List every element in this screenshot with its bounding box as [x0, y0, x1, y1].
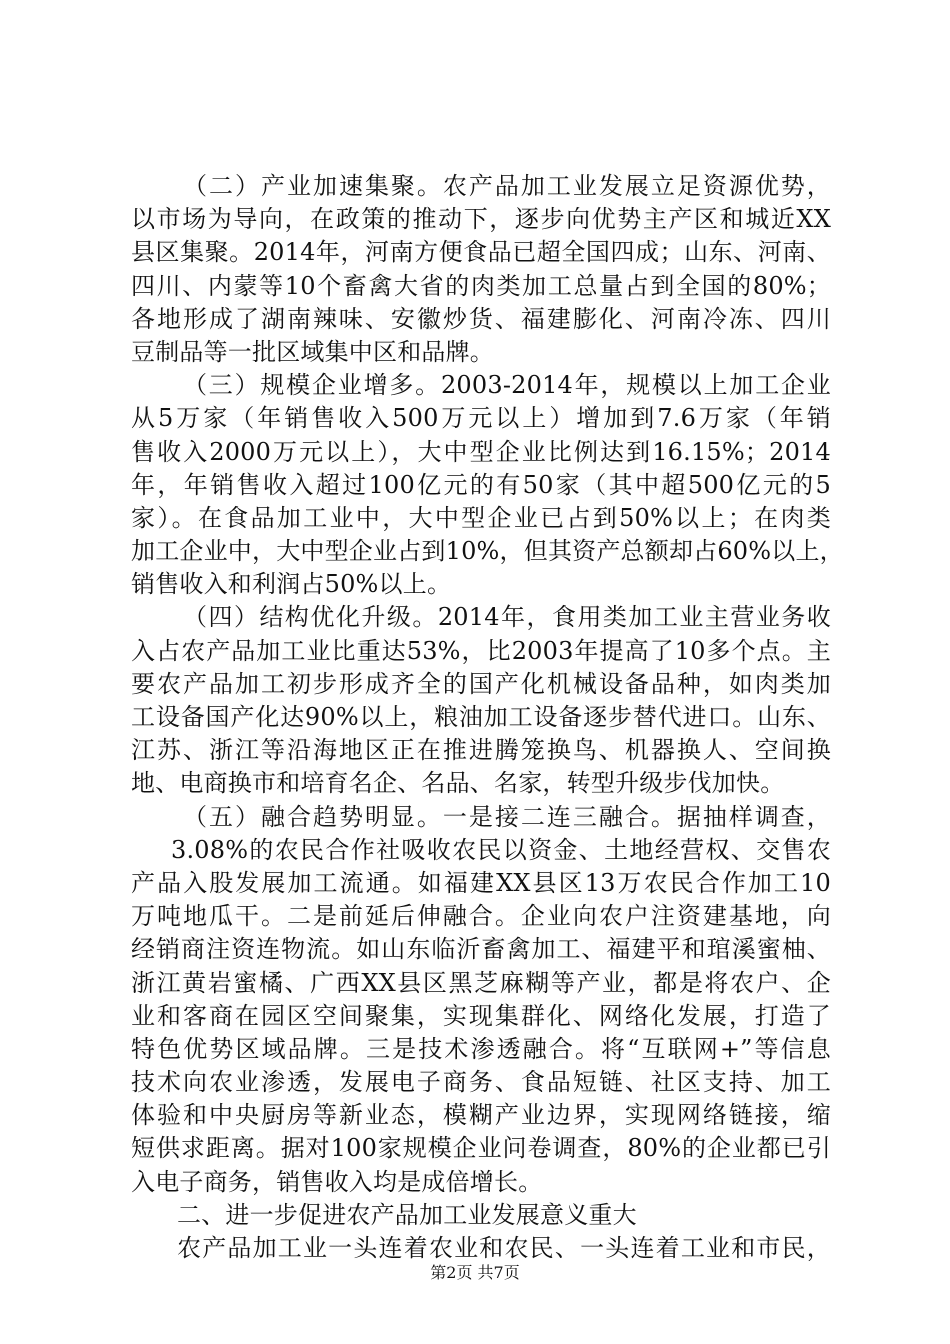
text-line: （四）结构优化升级。2014年，食用类加工业主营业务收	[183, 603, 831, 632]
text-line: （二）产业加速集聚。农产品加工业发展立足资源优势，	[183, 172, 831, 200]
text-line: 产品入股发展加工流通。如福建XX县区13万农民合作加工10	[131, 868, 831, 897]
text-line: 特色优势区域品牌。三是技术渗透融合。将“互联网+”等信息	[131, 1034, 831, 1063]
text-line: 家）。在食品加工业中，大中型企业已占到50%以上；在肉类	[131, 503, 831, 532]
page-footer: 第2页 共7页	[430, 1263, 520, 1282]
text-line: 入电子商务，销售收入均是成倍增长。	[131, 1167, 543, 1196]
text-line: 四川、内蒙等10个畜禽大省的肉类加工总量占到全国的80%；	[131, 271, 831, 300]
text-line: 江苏、浙江等沿海地区正在推进腾笼换鸟、机器换人、空间换	[131, 736, 831, 765]
text-line: （五）融合趋势明显。一是接二连三融合。据抽样调查，	[183, 802, 831, 831]
text-line: 经销商注资连物流。如山东临沂畜禽加工、福建平和琯溪蜜柚、	[131, 935, 831, 964]
text-line: 浙江黄岩蜜橘、广西XX县区黑芝麻糊等产业，都是将农户、企	[131, 968, 831, 997]
text-line: 从5万家（年销售收入500万元以上）增加到7.6万家（年销	[131, 404, 831, 433]
text-line: 3.08%的农民合作社吸收农民以资金、土地经营权、交售农	[171, 835, 831, 864]
text-line: 要农产品加工初步形成齐全的国产化机械设备品种，如肉类加	[131, 669, 831, 698]
text-line: 二、进一步促进农产品加工业发展意义重大	[177, 1200, 637, 1229]
text-line: 农产品加工业一头连着农业和农民、一头连着工业和市民，	[177, 1234, 831, 1262]
text-line: 县区集聚。2014年，河南方便食品已超全国四成；山东、河南、	[131, 238, 831, 267]
text-line: （三）规模企业增多。2003-2014年，规模以上加工企业	[183, 371, 831, 400]
text-line: 销售收入和利润占50%以上。	[131, 570, 452, 599]
text-line: 万吨地瓜干。二是前延后伸融合。企业向农户注资建基地，向	[131, 902, 831, 931]
document-body	[131, 170, 844, 1265]
text-line: 地、电商换市和培育名企、名品、名家，转型升级步伐加快。	[131, 769, 785, 798]
text-line: 工设备国产化达90%以上，粮油加工设备逐步替代进口。山东、	[131, 703, 831, 731]
text-line: 年，年销售收入超过100亿元的有50家（其中超500亿元的5	[131, 470, 831, 499]
text-line: 技术向农业渗透，发展电子商务、食品短链、社区支持、加工	[131, 1068, 831, 1097]
text-line: 业和客商在园区空间聚集，实现集群化、网络化发展，打造了	[131, 1001, 831, 1030]
text-line: 豆制品等一批区域集中区和品牌。	[131, 337, 494, 366]
text-line: 售收入2000万元以上），大中型企业比例达到16.15%；2014	[131, 437, 831, 466]
text-line: 入占农产品加工业比重达53%，比2003年提高了10多个点。主	[131, 636, 831, 665]
text-line: 以市场为导向，在政策的推动下，逐步向优势主产区和城近XX	[131, 205, 831, 234]
text-line: 各地形成了湖南辣味、安徽炒货、福建膨化、河南冷冻、四川	[131, 304, 831, 333]
text-line: 加工企业中，大中型企业占到10%，但其资产总额却占60%以上，	[131, 537, 844, 566]
text-line: 短供求距离。据对100家规模企业问卷调查，80%的企业都已引	[131, 1134, 831, 1163]
text-line: 体验和中央厨房等新业态，模糊产业边界，实现网络链接，缩	[131, 1101, 831, 1130]
